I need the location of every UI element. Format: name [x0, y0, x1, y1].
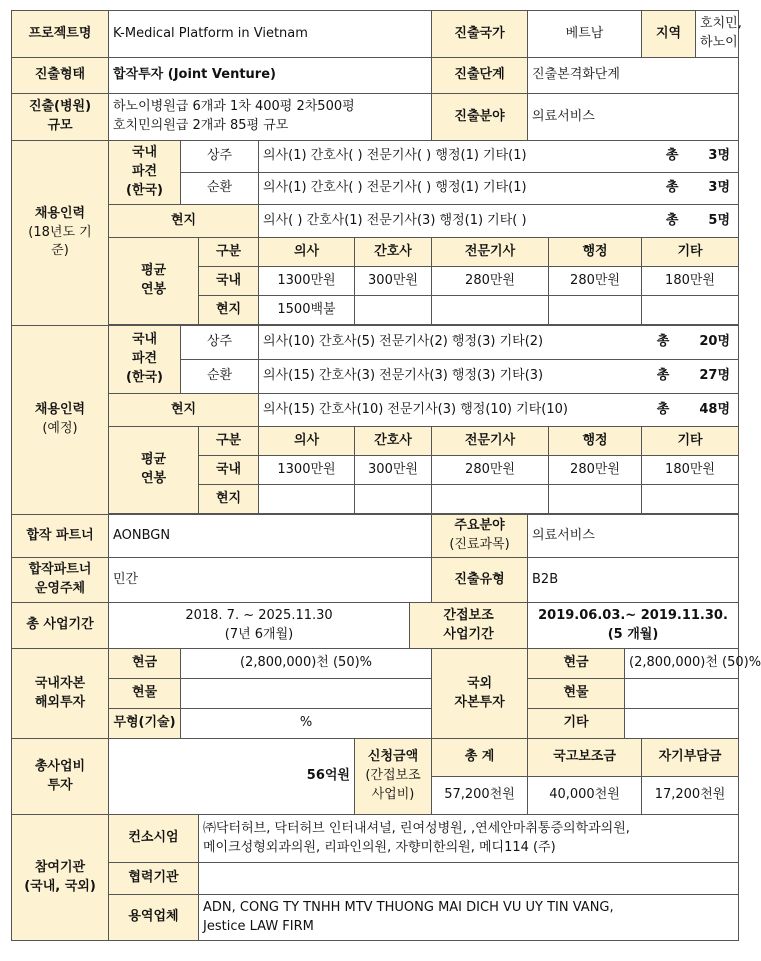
project-name-label: 프로젝트명	[12, 11, 109, 58]
entry-field-label: 진출분야	[432, 94, 528, 141]
hiring-2018-local-label: 현지	[109, 205, 259, 238]
service-value: ADN, CONG TY TNHH MTV THUONG MAI DICH VU UY TIN VANG, Jestice LAW FIRM	[199, 895, 739, 941]
salary-header-cell: 구분	[199, 238, 259, 267]
hiring-2018-salary-label: 평균 연봉	[109, 238, 199, 325]
budget-self-header: 자기부담금	[642, 739, 739, 777]
f-other-label: 기타	[528, 709, 625, 739]
salary-cell: 1500백불	[259, 296, 355, 325]
salary-header-cell: 의사	[259, 427, 355, 456]
salary-cell	[355, 296, 432, 325]
budget-subsidy-header: 국고보조금	[528, 739, 642, 777]
budget-self-amount: 17,200천원	[642, 777, 739, 815]
hiring-2018-rotation-label: 순환	[181, 173, 259, 205]
hiring-2018-rotation-row: 의사(1) 간호사( ) 전문기사( ) 행정(1) 기타(1) 총 3명	[259, 173, 739, 205]
salary-header-cell: 구분	[199, 427, 259, 456]
region-value: 호치민, 하노이	[696, 11, 739, 58]
operator-value: 민간	[109, 558, 432, 603]
entry-field-value: 의료서비스	[528, 94, 739, 141]
f-inkind-label: 현물	[528, 679, 625, 709]
main-field-value: 의료서비스	[528, 515, 739, 558]
salary-cell: 280만원	[549, 456, 642, 485]
entry-type-label: 진출형태	[12, 58, 109, 94]
salary-header-cell: 전문기사	[432, 238, 549, 267]
budget-label: 총사업비 투자	[12, 739, 109, 815]
entry-type2-value: B2B	[528, 558, 739, 603]
salary-cell	[549, 485, 642, 514]
foreign-investment-label: 국외 자본투자	[432, 649, 528, 739]
budget-total-header: 총 계	[432, 739, 528, 777]
indirect-period-label: 간접보조 사업기간	[410, 603, 528, 649]
entry-type-value: 합작투자 (Joint Venture)	[109, 58, 432, 94]
indirect-period-value: 2019.06.03.~ 2019.11.30. (5 개월)	[528, 603, 739, 649]
cooperation-value	[199, 863, 739, 895]
domestic-investment-label: 국내자본 해외투자	[12, 649, 109, 739]
hiring-planned-resident-row: 의사(10) 간호사(5) 전문기사(2) 행정(3) 기타(2) 총 20명	[259, 326, 739, 360]
intangible-value: %	[181, 709, 432, 739]
consortium-value: ㈜닥터허브, 닥터허브 인터내셔널, 린여성병원, ,연세안마취통증의학과의원, 메이크성형외과의원, 리파인의원, 자향미한의원, 메디114 (주)	[199, 815, 739, 863]
f-inkind-value	[625, 679, 739, 709]
period-value: 2018. 7. ~ 2025.11.30 (7년 6개월)	[109, 603, 410, 649]
participants-label: 참여기관 (국내, 국외)	[12, 815, 109, 941]
salary-cell	[259, 485, 355, 514]
salary-cell: 280만원	[432, 267, 549, 296]
country-label: 진출국가	[432, 11, 528, 58]
salary-row-label: 현지	[199, 296, 259, 325]
salary-cell: 280만원	[549, 267, 642, 296]
hiring-planned-label: 채용인력 (예정)	[12, 326, 109, 515]
salary-row-label: 국내	[199, 456, 259, 485]
salary-cell	[642, 485, 739, 514]
salary-cell: 300만원	[355, 267, 432, 296]
hiring-planned-resident-label: 상주	[181, 326, 259, 360]
f-other-value	[625, 709, 739, 739]
cash-value: (2,800,000)천 (50)%	[181, 649, 432, 679]
hiring-planned-dispatch-label: 국내 파견 (한국)	[109, 326, 181, 394]
entry-stage-label: 진출단계	[432, 58, 528, 94]
budget-total-amount: 57,200천원	[432, 777, 528, 815]
salary-header-cell: 간호사	[355, 238, 432, 267]
budget-subsidy-amount: 40,000천원	[528, 777, 642, 815]
hiring-planned-salary-label: 평균 연봉	[109, 427, 199, 514]
entry-scale-label: 진출(병원) 규모	[12, 94, 109, 141]
hiring-2018-local-row: 의사( ) 간호사(1) 전문기사(3) 행정(1) 기타( ) 총 5명	[259, 205, 739, 238]
salary-cell: 300만원	[355, 456, 432, 485]
salary-row-label: 현지	[199, 485, 259, 514]
salary-header-cell: 간호사	[355, 427, 432, 456]
salary-cell: 1300만원	[259, 267, 355, 296]
salary-header-cell: 기타	[642, 427, 739, 456]
entry-stage-value: 진출본격화단계	[528, 58, 739, 94]
consortium-label: 컨소시엄	[109, 815, 199, 863]
entry-scale-value: 하노이병원급 6개과 1차 400평 2차500평 호치민의원급 2개과 85평 규모	[109, 94, 432, 141]
salary-cell	[355, 485, 432, 514]
cash-label: 현금	[109, 649, 181, 679]
f-cash-value: (2,800,000)천 (50)%	[625, 649, 739, 679]
salary-cell: 180만원	[642, 267, 739, 296]
salary-header-cell: 행정	[549, 238, 642, 267]
salary-cell	[642, 296, 739, 325]
salary-cell: 180만원	[642, 456, 739, 485]
service-label: 용역업체	[109, 895, 199, 941]
hiring-planned-rotation-row: 의사(15) 간호사(3) 전문기사(3) 행정(3) 기타(3) 총 27명	[259, 360, 739, 394]
hiring-planned-local-label: 현지	[109, 394, 259, 427]
main-field-label: 주요분야 (진료과목)	[432, 515, 528, 558]
salary-cell: 280만원	[432, 456, 549, 485]
intangible-label: 무형(기술)	[109, 709, 181, 739]
hiring-2018-label: 채용인력 (18년도 기 준)	[12, 141, 109, 326]
hiring-planned-local-row: 의사(15) 간호사(10) 전문기사(3) 행정(10) 기타(10) 총 48명	[259, 394, 739, 427]
country-value: 베트남	[528, 11, 642, 58]
f-cash-label: 현금	[528, 649, 625, 679]
region-label: 지역	[642, 11, 696, 58]
partner-label: 합작 파트너	[12, 515, 109, 558]
hiring-planned-rotation-label: 순환	[181, 360, 259, 394]
period-label: 총 사업기간	[12, 603, 109, 649]
salary-header-cell: 전문기사	[432, 427, 549, 456]
project-summary-table	[11, 10, 761, 941]
operator-label: 합작파트너 운영주체	[12, 558, 109, 603]
request-amount-label: 신청금액 (간접보조 사업비)	[355, 739, 432, 815]
hiring-2018-dispatch-label: 국내 파견 (한국)	[109, 141, 181, 205]
salary-cell	[432, 485, 549, 514]
salary-header-cell: 기타	[642, 238, 739, 267]
inkind-label: 현물	[109, 679, 181, 709]
partner-value: AONBGN	[109, 515, 432, 558]
salary-cell	[549, 296, 642, 325]
salary-header-cell: 행정	[549, 427, 642, 456]
project-name-value: K-Medical Platform in Vietnam	[109, 11, 432, 58]
hiring-2018-resident-label: 상주	[181, 141, 259, 173]
hiring-2018-resident-row: 의사(1) 간호사( ) 전문기사( ) 행정(1) 기타(1) 총 3명	[259, 141, 739, 173]
salary-cell	[432, 296, 549, 325]
entry-type2-label: 진출유형	[432, 558, 528, 603]
inkind-value	[181, 679, 432, 709]
budget-total-value: 56억원	[109, 739, 355, 815]
salary-header-cell: 의사	[259, 238, 355, 267]
salary-cell: 1300만원	[259, 456, 355, 485]
salary-row-label: 국내	[199, 267, 259, 296]
cooperation-label: 협력기관	[109, 863, 199, 895]
